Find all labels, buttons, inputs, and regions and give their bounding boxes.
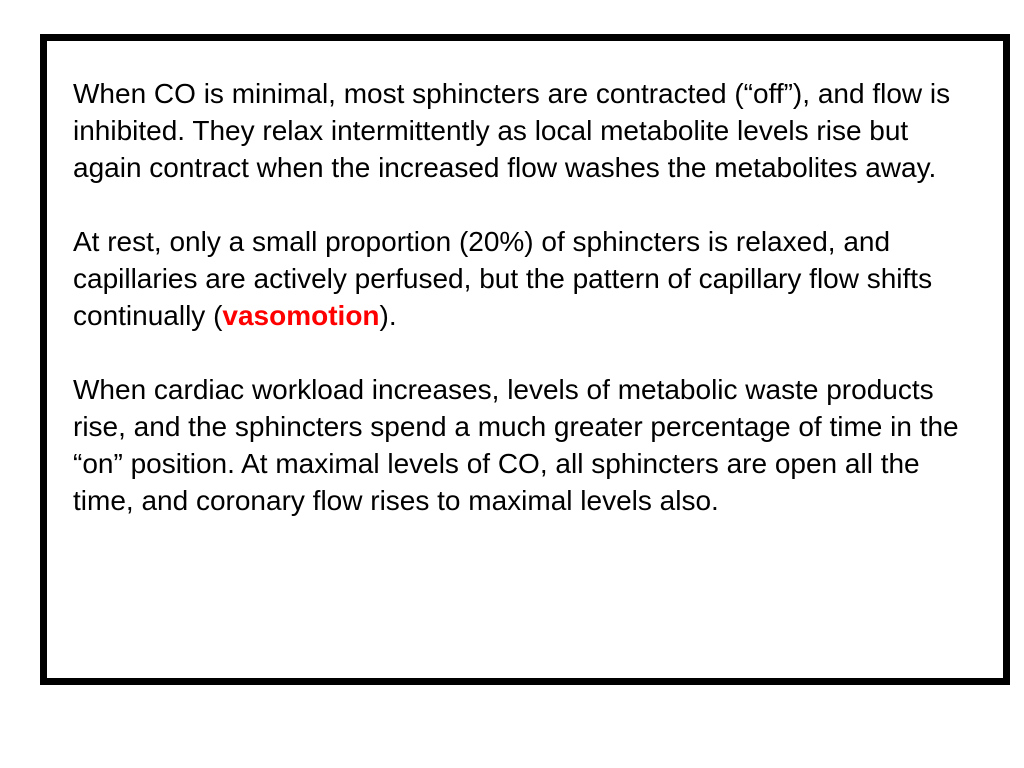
vasomotion-term: vasomotion bbox=[222, 300, 380, 331]
paragraph-at-rest bbox=[73, 223, 983, 334]
paragraph-at-rest-text: At rest, only a small proportion (20%) of sphincters is relaxed, and capillaries are actively perfused, but the pattern of capillary flow shifts continually ( bbox=[73, 226, 933, 331]
paragraph-workload bbox=[73, 371, 983, 519]
paragraph-minimal-co bbox=[73, 75, 983, 186]
paragraph-workload-text: When cardiac workload increases, levels of metabolic waste products rise, and the sphincters spend a much greater percentage of time in the “on” position. At maximal levels of CO, all sphincters are open all the time, and coronary flow rises to maximal levels also. bbox=[73, 374, 959, 516]
slide-frame bbox=[40, 34, 1010, 685]
slide-content bbox=[73, 75, 983, 519]
paragraph-minimal-co-text: When CO is minimal, most sphincters are contracted (“off”), and flow is inhibited. They relax intermittently as local metabolite levels rise but again contract when the increased flow washes the metabolites away. bbox=[73, 78, 951, 183]
paragraph-at-rest-closing: ). bbox=[379, 300, 397, 331]
